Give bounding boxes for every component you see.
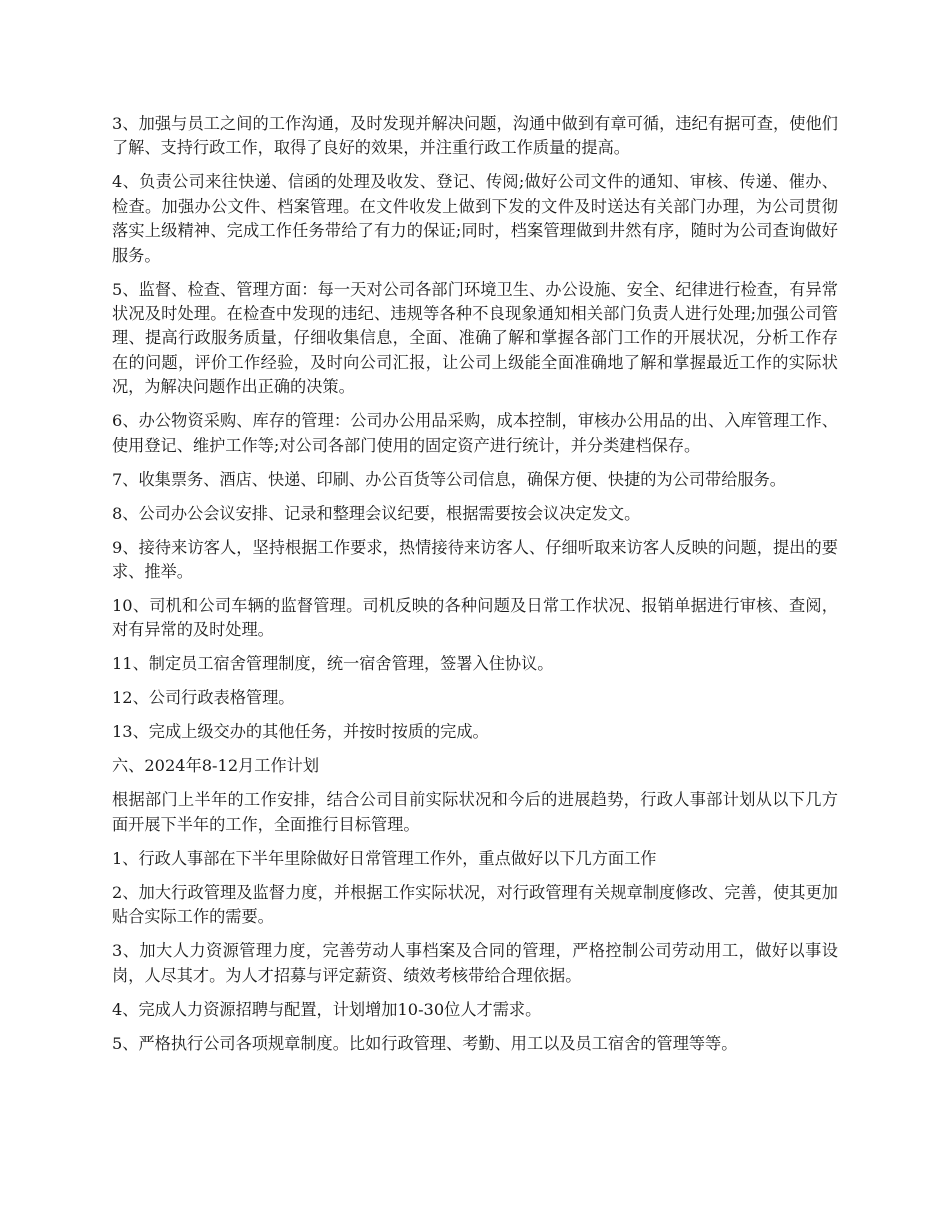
- paragraph-admin-communication: 3、加强与员工之间的工作沟通，及时发现并解决问题，沟通中做到有章可循，违纪有据可查，使他们了解、支持行政工作，取得了良好的效果，并注重行政工作质量的提高。: [112, 114, 838, 158]
- paragraph-visitors: 9、接待来访客人，坚持根据工作要求，热情接待来访客人、仔细听取来访客人反映的问题，提出的要求、推举。: [112, 537, 838, 582]
- section-heading-work-plan: 六、2024年8-12月工作计划: [112, 756, 320, 776]
- paragraph-forms: 12、公司行政表格管理。: [112, 688, 295, 708]
- paragraph-meetings: 8、公司办公会议安排、记录和整理会议纪要，根据需要按会议决定发文。: [112, 503, 641, 523]
- paragraph-dormitory: 11、制定员工宿舍管理制度，统一宿舍管理，签署入住协议。: [112, 654, 554, 674]
- paragraph-other-tasks: 13、完成上级交办的其他任务，并按时按质的完成。: [112, 722, 489, 742]
- paragraph-plan-intro: 根据部门上半年的工作安排，结合公司目前实际状况和今后的进展趋势，行政人事部计划从以下几方面开展下半年的工作，全面推行目标管理。: [112, 790, 838, 834]
- paragraph-plan-item-5: 5、严格执行公司各项规章制度。比如行政管理、考勤、用工以及员工宿舍的管理等等。: [112, 1033, 738, 1053]
- paragraph-supervision-inspection: 5、监督、检查、管理方面：每一天对公司各部门环境卫生、办公设施、安全、纪律进行检查，有异常状况及时处理。在检查中发现的违纪、违规等各种不良现象通知相关部门负责人进行处理;加强公司管理、提高行政服务质量，仔细收集信息，全面、准确了解和掌握各部门工作的开展状况，分析工作存在的问题，评价工作经验，及时向公司汇报，让公司上级能全面准确地了解和掌握最近工作的实际状况，为解决问题作出正确的决策。: [112, 279, 838, 397]
- paragraph-document-management: 4、负责公司来往快递、信函的处理及收发、登记、传阅;做好公司文件的通知、审核、传递、催办、检查。加强办公文件、档案管理。在文件收发上做到下发的文件及时送达有关部门办理，为公司贯彻落实上级精神、完成工作任务带给了有力的保证;同时，档案管理做到井然有序，随时为公司查询做好服务。: [112, 172, 838, 265]
- paragraph-office-supplies: 6、办公物资采购、库存的管理：公司办公用品采购，成本控制，审核办公用品的出、入库管理工作、使用登记、维护工作等;对公司各部门使用的固定资产进行统计，并分类建档保存。: [112, 411, 838, 455]
- paragraph-plan-item-2: 2、加大行政管理及监督力度，并根据工作实际状况，对行政管理有关规章制度修改、完善，使其更加贴合实际工作的需要。: [112, 882, 838, 927]
- paragraph-plan-item-3: 3、加大人力资源管理力度，完善劳动人事档案及合同的管理，严格控制公司劳动用工，做好以事设岗，人尽其才。为人才招募与评定薪资、绩效考核带给合理依据。: [112, 941, 838, 985]
- document-page: [112, 112, 838, 1066]
- paragraph-plan-item-4: 4、完成人力资源招聘与配置，计划增加10-30位人才需求。: [112, 999, 542, 1019]
- paragraph-service-info: 7、收集票务、酒店、快递、印刷、办公百货等公司信息，确保方便、快捷的为公司带给服务。: [112, 469, 786, 489]
- paragraph-plan-item-1: 1、行政人事部在下半年里除做好日常管理工作外，重点做好以下几方面工作: [112, 848, 657, 868]
- paragraph-vehicles: 10、司机和公司车辆的监督管理。司机反映的各种问题及日常工作状况、报销单据进行审核、查阅，对有异常的及时处理。: [112, 596, 838, 640]
